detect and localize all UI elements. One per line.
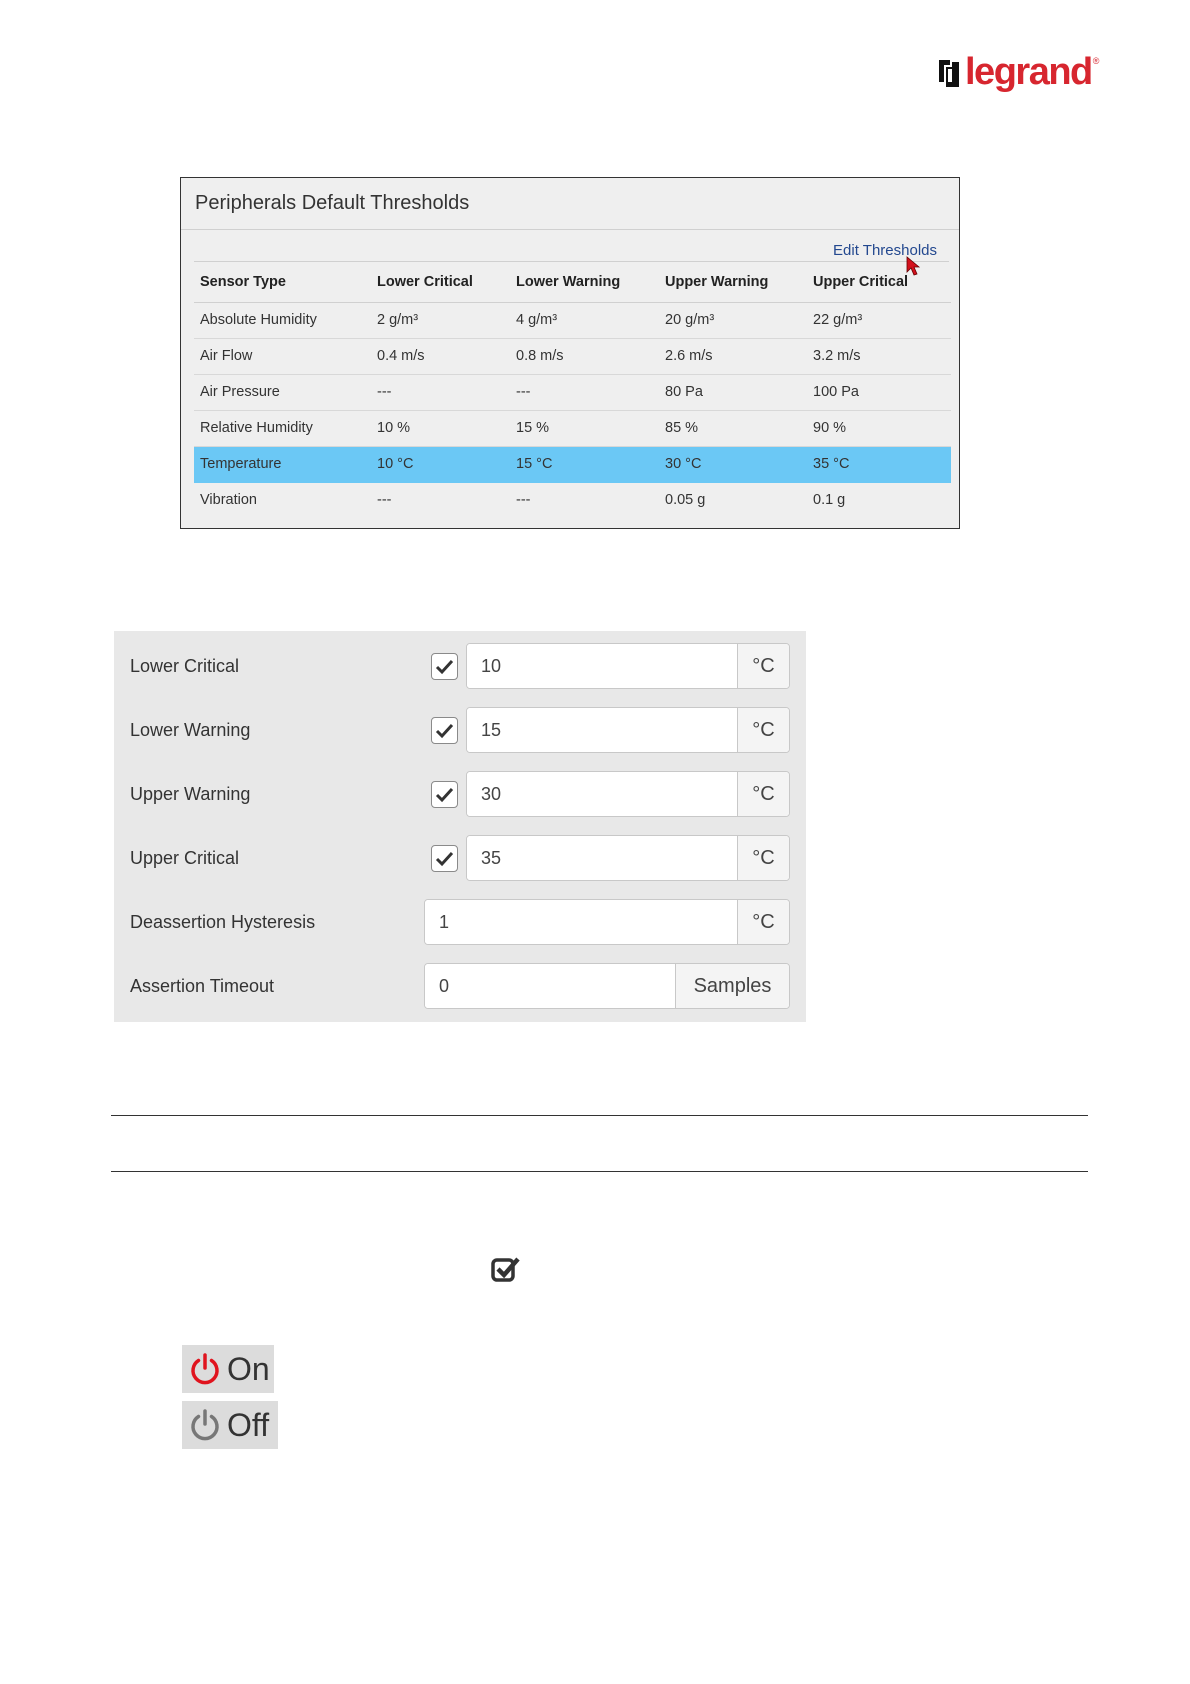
column-header: Lower Critical: [371, 262, 510, 302]
checkmark-icon: [435, 849, 454, 868]
registered-mark: ®: [1092, 56, 1100, 66]
checkmark-icon: [435, 657, 454, 676]
lower-critical-input-group: [466, 643, 790, 689]
lower-critical-cell: 10 %: [371, 410, 510, 446]
upper-warning-input[interactable]: 30: [467, 772, 737, 816]
legrand-logo: [937, 52, 1099, 96]
upper-warning-cell: 80 Pa: [659, 374, 807, 410]
upper-warning-cell: 30 °C: [659, 446, 807, 482]
upper-critical-row: [114, 835, 806, 881]
edit-thresholds-link[interactable]: Edit Thresholds: [833, 242, 937, 259]
deassertion-hysteresis-input[interactable]: 1: [425, 900, 737, 944]
upper-warning-input-group: [466, 771, 790, 817]
thresholds-table: [194, 262, 951, 518]
column-header: Sensor Type: [194, 262, 371, 302]
upper-warning-cell: 20 g/m³: [659, 302, 807, 338]
upper-warning-checkbox[interactable]: [431, 781, 458, 808]
unit-addon: °C: [737, 836, 789, 880]
power-on-button[interactable]: [182, 1345, 274, 1393]
power-off-button[interactable]: [182, 1401, 278, 1449]
deassertion-hysteresis-row: [114, 899, 806, 945]
sensor-type-cell: Air Pressure: [194, 374, 371, 410]
table-row[interactable]: [194, 338, 951, 374]
checkbox-checked-icon: [490, 1254, 522, 1284]
lower-warning-label: Lower Warning: [130, 720, 251, 740]
upper-critical-cell: 3.2 m/s: [807, 338, 951, 374]
upper-warning-cell: 2.6 m/s: [659, 338, 807, 374]
lower-critical-cell: 10 °C: [371, 446, 510, 482]
lower-warning-checkbox[interactable]: [431, 717, 458, 744]
sensor-type-cell: Relative Humidity: [194, 410, 371, 446]
divider-bottom: [111, 1171, 1088, 1172]
legrand-logo-mark: [937, 58, 961, 89]
power-off-label: Off: [227, 1406, 270, 1443]
deassertion-hysteresis-input-group: [424, 899, 790, 945]
power-on-label: On: [227, 1350, 270, 1387]
panel-title: Peripherals Default Thresholds: [181, 178, 959, 230]
checkmark-icon: [435, 721, 454, 740]
table-row[interactable]: [194, 374, 951, 410]
lower-warning-cell: 15 %: [510, 410, 659, 446]
unit-addon: °C: [737, 772, 789, 816]
sensor-type-cell: Vibration: [200, 492, 257, 509]
table-row-selected[interactable]: [194, 446, 951, 482]
column-header: Upper Warning: [659, 262, 807, 302]
lower-critical-cell: 2 g/m³: [371, 302, 510, 338]
lower-warning-cell: 0.8 m/s: [510, 338, 659, 374]
sensor-type-cell: Temperature: [194, 446, 371, 482]
table-row[interactable]: [194, 482, 951, 518]
lower-critical-cell: ---: [371, 374, 510, 410]
lower-critical-input[interactable]: 10: [467, 644, 737, 688]
legrand-logo-text: legrand: [965, 51, 1092, 93]
upper-critical-checkbox[interactable]: [431, 845, 458, 872]
upper-critical-cell: 35 °C: [807, 446, 951, 482]
assertion-timeout-input-group: [424, 963, 790, 1009]
lower-critical-checkbox[interactable]: [431, 653, 458, 680]
lower-warning-input-group: [466, 707, 790, 753]
unit-addon: Samples: [675, 964, 789, 1008]
lower-warning-cell: 4 g/m³: [510, 302, 659, 338]
upper-critical-cell: 90 %: [807, 410, 951, 446]
lower-warning-cell: 15 °C: [510, 446, 659, 482]
upper-warning-cell: 85 %: [659, 410, 807, 446]
unit-addon: °C: [737, 900, 789, 944]
table-header-row: [194, 262, 951, 302]
lower-critical-cell: 0.4 m/s: [371, 338, 510, 374]
mouse-pointer-icon: [906, 256, 922, 278]
unit-addon: °C: [737, 644, 789, 688]
upper-critical-cell: 0.1 g: [813, 492, 846, 509]
upper-warning-row: [114, 771, 806, 817]
assertion-timeout-label: Assertion Timeout: [130, 976, 275, 996]
assertion-timeout-input[interactable]: 0: [425, 964, 675, 1008]
upper-warning-label: Upper Warning: [130, 784, 251, 804]
lower-warning-row: [114, 707, 806, 753]
table-row[interactable]: [194, 410, 951, 446]
deassertion-hysteresis-label: Deassertion Hysteresis: [130, 912, 316, 932]
edit-row: [194, 230, 949, 262]
upper-critical-label: Upper Critical: [130, 848, 240, 868]
edit-thresholds-form: [114, 631, 806, 1022]
thresholds-panel: [180, 177, 960, 529]
upper-critical-cell: 22 g/m³: [807, 302, 951, 338]
lower-warning-cell: ---: [510, 374, 659, 410]
lower-critical-label: Lower Critical: [130, 656, 240, 676]
column-header: Lower Warning: [510, 262, 659, 302]
lower-critical-row: [114, 643, 806, 689]
table-row[interactable]: [194, 302, 951, 338]
column-header: Upper Critical: [807, 262, 951, 302]
checkmark-icon: [435, 785, 454, 804]
unit-addon: °C: [737, 708, 789, 752]
upper-warning-cell: 0.05 g: [665, 492, 706, 509]
assertion-timeout-row: [114, 963, 806, 1009]
lower-warning-cell: ---: [516, 492, 531, 509]
lower-critical-cell: ---: [377, 492, 392, 509]
power-icon: [189, 1408, 221, 1442]
sensor-type-cell: Absolute Humidity: [194, 302, 371, 338]
sensor-type-cell: Air Flow: [194, 338, 371, 374]
divider-top: [111, 1115, 1088, 1116]
upper-critical-input[interactable]: 35: [467, 836, 737, 880]
upper-critical-cell: 100 Pa: [807, 374, 951, 410]
power-icon: [189, 1352, 221, 1386]
lower-warning-input[interactable]: 15: [467, 708, 737, 752]
upper-critical-input-group: [466, 835, 790, 881]
